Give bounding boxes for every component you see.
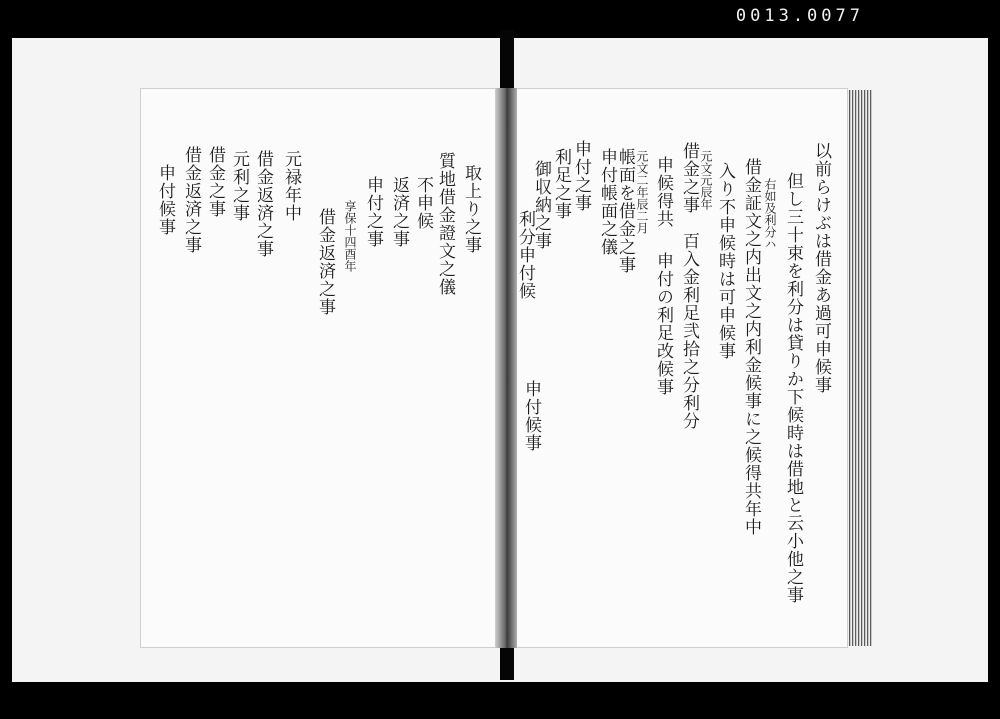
text-column: 申付之事 bbox=[363, 176, 383, 248]
text-column: 元利之事 bbox=[229, 150, 249, 222]
text-column: 申付帳面之儀 bbox=[597, 148, 617, 256]
text-column: 申付候事 bbox=[155, 164, 175, 236]
text-column: 申付候事 bbox=[521, 380, 541, 452]
text-column: 返済之事 bbox=[389, 176, 409, 248]
text-column: 利足之事 bbox=[551, 148, 571, 220]
text-column: 但し三十束を利分は貸りか下候時は借地と云小他之事 bbox=[783, 172, 803, 604]
text-column: 利分申付候 bbox=[515, 210, 535, 300]
text-column: 御収納之事 bbox=[531, 160, 551, 250]
text-column: 借金之事 bbox=[679, 142, 699, 214]
text-column: 右如及利分ハ bbox=[763, 178, 777, 250]
page-edges bbox=[848, 90, 872, 646]
text-column: 以前らけぶは借金あ過可申候事 bbox=[811, 142, 831, 394]
text-column: 取上り之事 bbox=[461, 164, 481, 254]
text-column: 借金返済之事 bbox=[315, 208, 335, 316]
text-column: 不申候 bbox=[413, 176, 433, 230]
text-column: 借金返済之事 bbox=[181, 146, 201, 254]
text-column: 享保十四酉年 bbox=[343, 200, 357, 272]
text-column: 申候得共 bbox=[653, 156, 673, 228]
text-column: 申付の利足改候事 bbox=[653, 252, 673, 396]
text-column: 帳面を借金之事 bbox=[615, 148, 635, 274]
text-column: 借金証文之内出文之内利金候事に之候得共年中 bbox=[741, 158, 761, 536]
text-column: 申付之事 bbox=[571, 140, 591, 212]
text-column: 元禄年中 bbox=[281, 150, 301, 222]
text-column: 元文元辰年 bbox=[699, 150, 713, 210]
book-gutter bbox=[495, 88, 517, 648]
text-column: 百入金利足弐拾之分利分 bbox=[679, 232, 699, 430]
text-column: 質地借金證文之儀 bbox=[435, 152, 455, 296]
frame-number: 0013.0077 bbox=[735, 6, 864, 26]
text-column: 借金返済之事 bbox=[253, 150, 273, 258]
text-column: 入り不申候時は可申候事 bbox=[715, 162, 735, 360]
text-column: 元文二年辰二月 bbox=[635, 150, 649, 234]
text-column: 借金之事 bbox=[205, 146, 225, 218]
